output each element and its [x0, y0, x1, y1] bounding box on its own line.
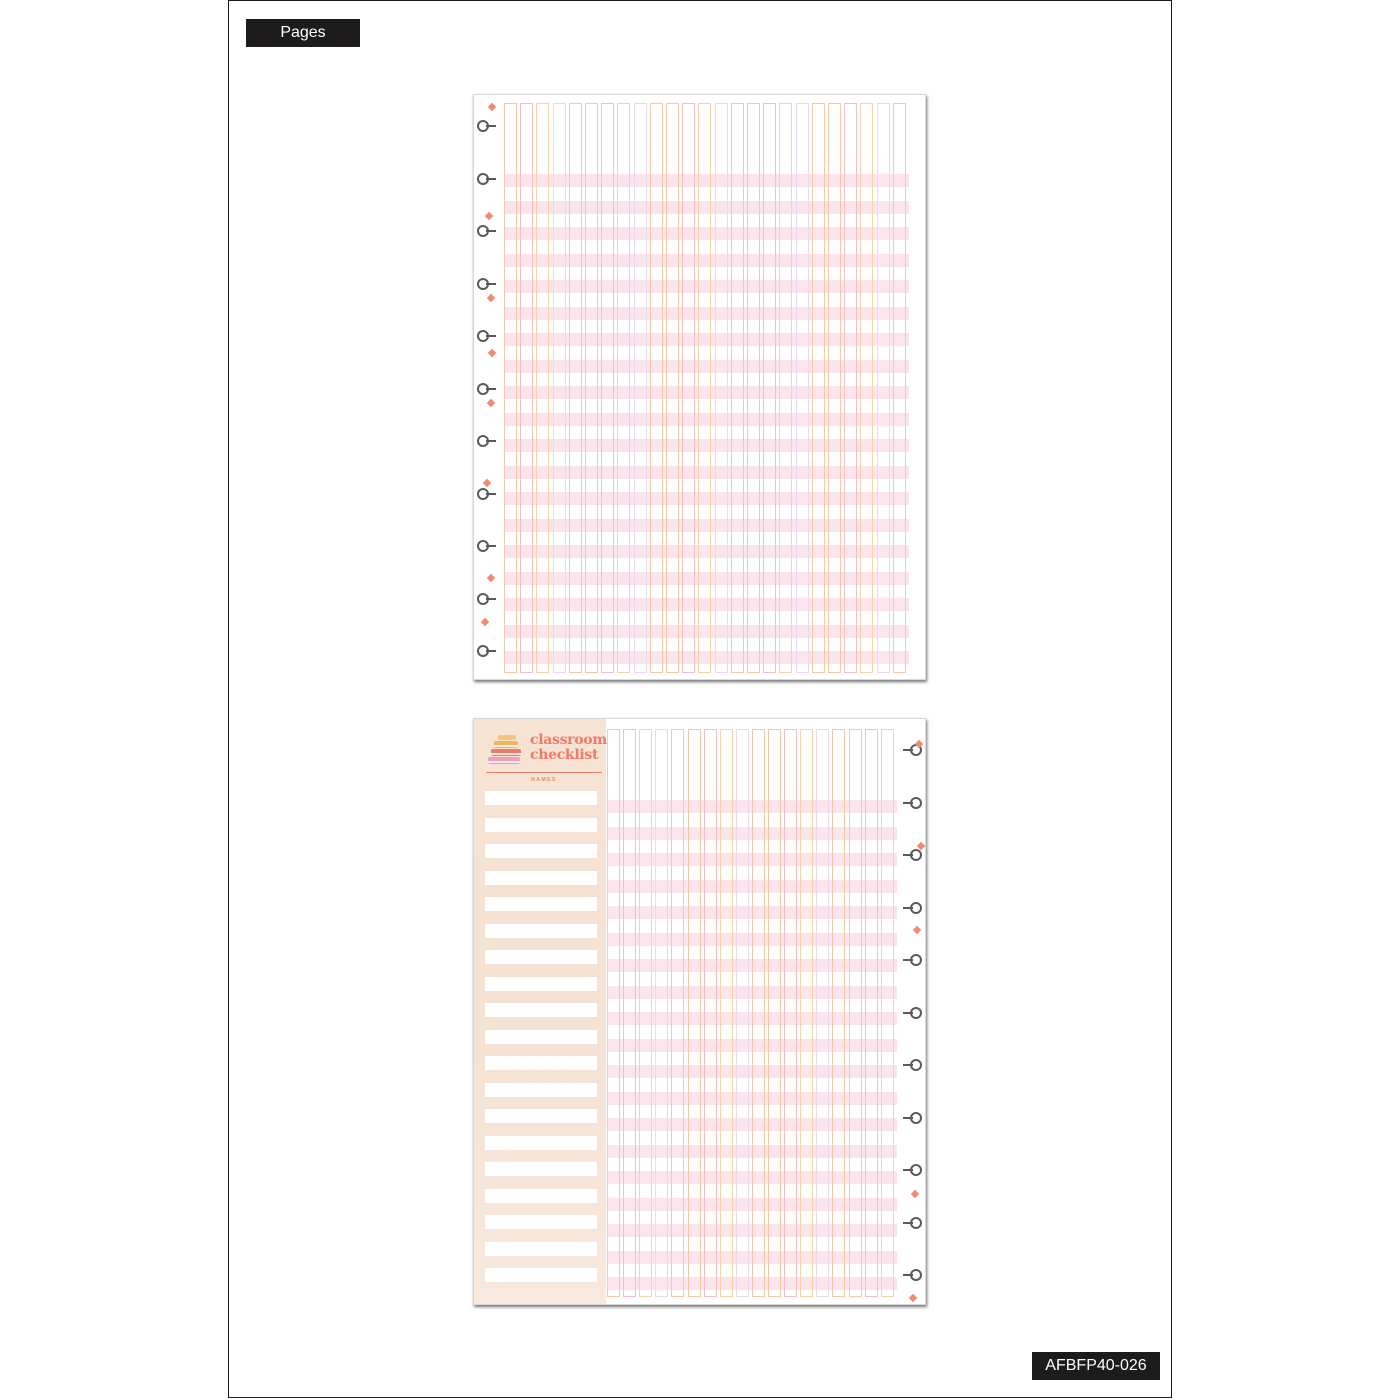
name-input-line[interactable] [485, 897, 597, 911]
grid-column[interactable] [553, 103, 566, 673]
title-divider [486, 772, 602, 773]
checklist-title-block [484, 732, 607, 773]
grid-column[interactable] [849, 729, 862, 1297]
binder-ring-icon [903, 901, 923, 915]
grid-column[interactable] [504, 103, 517, 673]
pages-label: Pages [246, 19, 360, 47]
binder-ring-icon [903, 1268, 923, 1282]
grid-column[interactable] [698, 103, 711, 673]
name-input-line[interactable] [485, 1162, 597, 1176]
grid-column[interactable] [800, 729, 813, 1297]
sku-label: AFBFP40-026 [1032, 1352, 1160, 1380]
grid-column[interactable] [601, 103, 614, 673]
name-input-line[interactable] [485, 1030, 597, 1044]
binder-ring-icon [476, 382, 496, 396]
name-input-line[interactable] [485, 1189, 597, 1203]
binder-ring-icon [476, 172, 496, 186]
binder-ring-icon [903, 953, 923, 967]
grid-column[interactable] [634, 103, 647, 673]
planner-page-classroom-checklist [473, 718, 926, 1305]
name-input-line[interactable] [485, 1109, 597, 1123]
grid-column[interactable] [704, 729, 717, 1297]
planner-page-grid [473, 94, 926, 680]
grid-column[interactable] [768, 729, 781, 1297]
name-input-line[interactable] [485, 977, 597, 991]
name-input-line[interactable] [485, 871, 597, 885]
grid-column[interactable] [585, 103, 598, 673]
binder-rings-left [474, 95, 498, 679]
name-input-line[interactable] [485, 1268, 597, 1282]
grid-column[interactable] [752, 729, 765, 1297]
name-input-line[interactable] [485, 1083, 597, 1097]
grid-column[interactable] [688, 729, 701, 1297]
grid-column[interactable] [731, 103, 744, 673]
grid-column[interactable] [816, 729, 829, 1297]
grid-column[interactable] [832, 729, 845, 1297]
grid-column[interactable] [865, 729, 878, 1297]
grid-column[interactable] [881, 729, 894, 1297]
checklist-grid [504, 103, 909, 673]
binder-ring-icon [476, 277, 496, 291]
binder-ring-icon [903, 796, 923, 810]
grid-column[interactable] [682, 103, 695, 673]
grid-column[interactable] [650, 103, 663, 673]
grid-column[interactable] [655, 729, 668, 1297]
grid-column[interactable] [536, 103, 549, 673]
name-input-line[interactable] [485, 791, 597, 805]
grid-column[interactable] [828, 103, 841, 673]
checklist-title [530, 733, 607, 763]
grid-column[interactable] [520, 103, 533, 673]
name-input-line[interactable] [485, 924, 597, 938]
grid-column[interactable] [812, 103, 825, 673]
grid-column[interactable] [779, 103, 792, 673]
names-header: NAMES [531, 777, 557, 783]
grid-column[interactable] [666, 103, 679, 673]
binder-ring-icon [476, 539, 496, 553]
grid-column[interactable] [784, 729, 797, 1297]
binder-ring-icon [476, 487, 496, 501]
name-input-line[interactable] [485, 844, 597, 858]
grid-column[interactable] [763, 103, 776, 673]
grid-column[interactable] [860, 103, 873, 673]
binder-ring-icon [903, 1058, 923, 1072]
grid-column[interactable] [569, 103, 582, 673]
binder-ring-icon [903, 1006, 923, 1020]
checklist-grid [607, 729, 897, 1297]
grid-column[interactable] [796, 103, 809, 673]
binder-rings-right [901, 719, 925, 1304]
stacked-books-icon [484, 733, 526, 767]
grid-column[interactable] [893, 103, 906, 673]
grid-column[interactable] [639, 729, 652, 1297]
name-input-line[interactable] [485, 1056, 597, 1070]
binder-ring-icon [476, 592, 496, 606]
name-input-line[interactable] [485, 1215, 597, 1229]
grid-column[interactable] [623, 729, 636, 1297]
binder-ring-icon [476, 434, 496, 448]
binder-ring-icon [476, 119, 496, 133]
grid-column[interactable] [747, 103, 760, 673]
names-panel [474, 719, 606, 1304]
title-line-2: checklist [530, 747, 599, 763]
grid-column[interactable] [715, 103, 728, 673]
title-line-1: classroom [530, 732, 607, 748]
name-input-line[interactable] [485, 1242, 597, 1256]
name-input-line[interactable] [485, 818, 597, 832]
grid-column[interactable] [844, 103, 857, 673]
binder-ring-icon [903, 1111, 923, 1125]
grid-column[interactable] [877, 103, 890, 673]
binder-ring-icon [476, 329, 496, 343]
grid-column[interactable] [736, 729, 749, 1297]
grid-column[interactable] [607, 729, 620, 1297]
name-input-line[interactable] [485, 1136, 597, 1150]
binder-ring-icon [476, 644, 496, 658]
binder-ring-icon [903, 1163, 923, 1177]
grid-column[interactable] [720, 729, 733, 1297]
name-input-line[interactable] [485, 1003, 597, 1017]
name-input-line[interactable] [485, 950, 597, 964]
grid-column[interactable] [671, 729, 684, 1297]
grid-column[interactable] [617, 103, 630, 673]
binder-ring-icon [476, 224, 496, 238]
binder-ring-icon [903, 1216, 923, 1230]
